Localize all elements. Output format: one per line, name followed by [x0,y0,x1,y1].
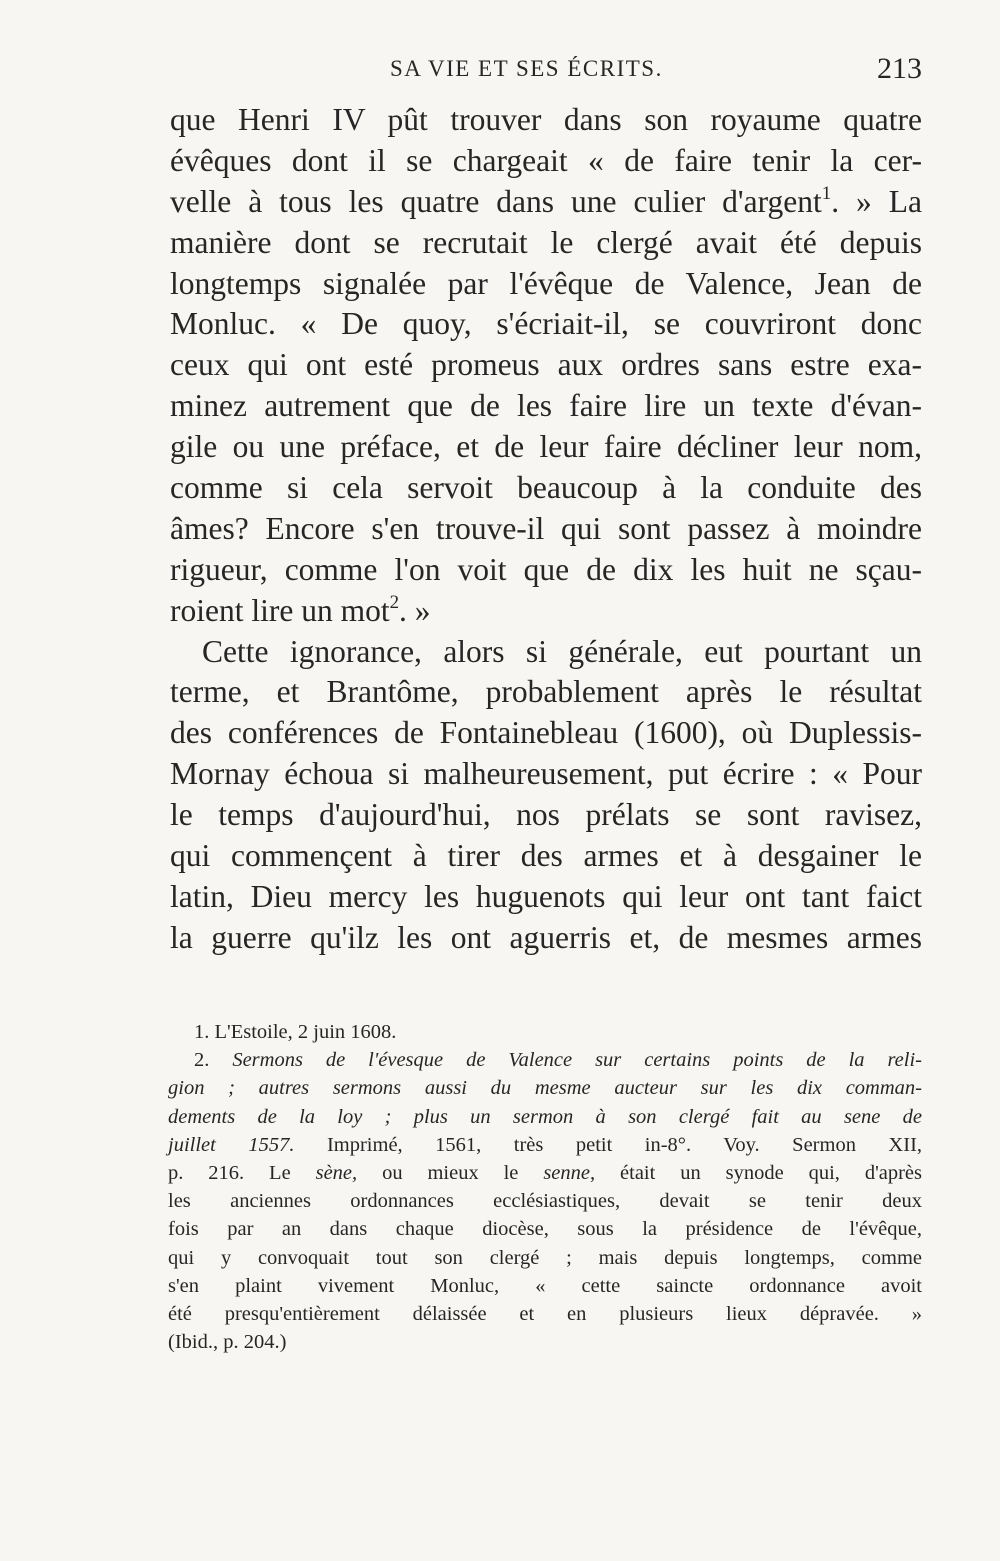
text-segment: roient lire un mot [170,592,390,628]
text-line: évêques dont il se chargeait « de faire tenir la cer- [170,142,922,178]
page-number: 213 [877,52,922,85]
text-line: Mornay échoua si malheureusement, put écrire : « Pour [170,756,922,792]
text-line: terme, et Brantôme, probablement après le résultat [170,674,922,710]
body-text [170,100,922,959]
footnote-2-line: dements de la loy ; plus un sermon à son clergé fait au sene de [168,1105,922,1128]
text-line: minez autrement que de les faire lire un texte d'évan- [170,388,922,424]
text-segment: Imprimé, 1561, très petit in-8°. Voy. Sermon XII, [326,1133,923,1156]
footnote-2-line: été presqu'entièrement délaissée et en plusieurs lieux dépravée. » [168,1302,922,1325]
footnote-2-line: s'en plaint vivement Monluc, « cette saincte ordonnance avoit [168,1274,922,1297]
footnote-2-line: qui y convoquait tout son clergé ; mais depuis longtemps, comme [168,1246,922,1269]
footnote-2-line: (Ibid., p. 204.) [168,1331,287,1354]
footnote-title: juillet 1557. [168,1133,295,1156]
text-segment: ou mieux le [382,1161,519,1184]
footnote-ref: 1 [821,182,832,204]
emphasis: sène, [315,1161,358,1184]
text-line: gile ou une préface, et de leur faire décliner leur nom, [170,429,922,465]
running-title: SA VIE ET SES ÉCRITS. [390,56,663,81]
footnote-ref: 2 [389,591,400,613]
text-line: la guerre qu'ilz les ont aguerris et, de mesmes armes [170,919,922,955]
text-line: manière dont se recrutait le clergé avait été depuis [170,224,922,260]
footnote-2-line [168,1131,922,1159]
text-line: Cette ignorance, alors si générale, eut pourtant un [202,633,922,669]
text-line: rigueur, comme l'on voit que de dix les huit ne sçau- [170,551,922,587]
footnote-2-line [168,1046,922,1074]
text-line: comme si cela servoit beaucoup à la conduite des [170,470,922,506]
text-segment: . » La [831,183,922,219]
text-line: longtemps signalée par l'évêque de Valence, Jean de [170,265,922,301]
text-line: âmes? Encore s'en trouve-il qui sont passez à moindre [170,510,922,546]
text-line: ceux qui ont esté promeus aux ordres sans estre exa- [170,347,922,383]
text-line: des conférences de Fontainebleau (1600), où Duplessis- [170,715,922,751]
footnote-2-line: gion ; autres sermons aussi du mesme aucteur sur les dix comman- [168,1077,922,1100]
text-line [170,182,922,223]
footnote-2-line [168,1159,922,1187]
text-segment: p. 216. Le [168,1161,291,1184]
text-segment: . » [399,592,431,628]
text-line: Monluc. « De quoy, s'écriait-il, se couvriront donc [170,306,922,342]
footnote-2-line: les anciennes ordonnances ecclésiastiques, devait se tenir deux [168,1190,922,1213]
text-line: que Henri IV pût trouver dans son royaume quatre [170,102,922,137]
footnote-title: Sermons de l'évesque de Valence sur certains points de la reli- [232,1049,923,1072]
emphasis: senne, [543,1161,596,1184]
text-line: le temps d'aujourd'hui, nos prélats se sont ravisez, [170,797,922,833]
running-head [170,52,922,88]
footnote-number: 2. [194,1049,210,1072]
text-line [170,591,922,632]
text-line: qui commençent à tirer des armes et à desgainer le [170,838,922,874]
footnotes [168,1018,922,1356]
text-segment: velle à tous les quatre dans une culier d'argent [170,183,822,219]
text-segment: était un synode qui, d'après [620,1161,923,1184]
text-line: latin, Dieu mercy les huguenots qui leur ont tant faict [170,878,922,914]
footnote-2-line: fois par an dans chaque diocèse, sous la présidence de l'évêque, [168,1218,922,1241]
footnote-1: 1. L'Estoile, 2 juin 1608. [194,1021,397,1043]
